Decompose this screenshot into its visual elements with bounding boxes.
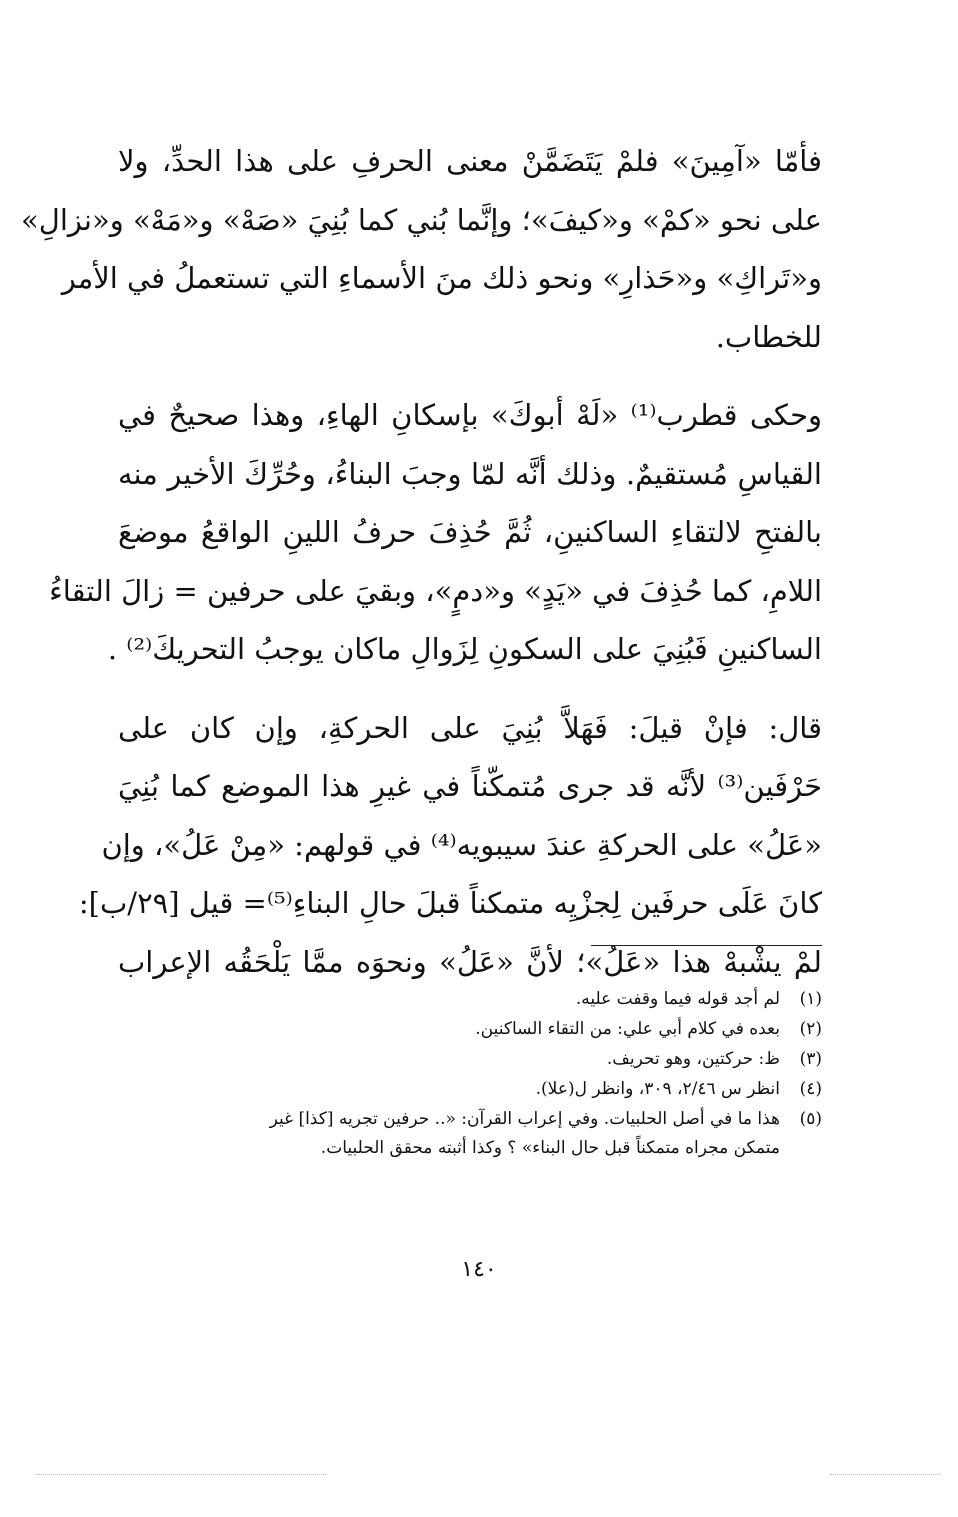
- footnote-line: متمكن مجراه متمكناً قبل حال البناء» ؟ وكذا أثبته محقق الحلبيات.: [320, 1138, 780, 1158]
- footnote-text: [118, 1045, 780, 1074]
- footnote-number: (٤): [799, 1079, 822, 1099]
- paragraph-3: [78, 699, 822, 992]
- footnote-text: [118, 1075, 780, 1104]
- scan-artifact: [36, 1474, 326, 1477]
- text-line: القياسِ مُستقيمٌ. وذلك أنَّه لمّا وجبَ البناءُ، وحُرِّكَ الأخير منه: [118, 456, 822, 491]
- text-line: كانَ عَلَى حرفَين لِجزْيِه متمكناً قبلَ حالِ البناءِ⁽⁵⁾= قيل [٢٩/ب]:: [78, 886, 822, 920]
- scan-artifact: [830, 1474, 940, 1477]
- paragraph-2: [49, 386, 822, 679]
- text-line: «عَلُ» على الحركةِ عندَ سيبويه⁽⁴⁾ في قولهم: «مِنْ عَلُ»، وإن: [101, 827, 822, 862]
- footnote-number: (١): [799, 989, 822, 1009]
- text-line: لمْ يشْبهْ هذا «عَلُ»؛ لأنَّ «عَلُ» ونحوَه ممَّا يَلْحَقُه الإعراب: [118, 944, 822, 979]
- footnote-text: [118, 1015, 780, 1044]
- footnote-line: بعده في كلام أبي علي: من التقاء الساكنين.: [475, 1019, 780, 1039]
- footnote-5: [118, 1105, 822, 1163]
- text-line: للخطاب.: [715, 319, 822, 354]
- text-line: فأمّا «آمِينَ» فلمْ يَتَضَمَّنْ معنى الحرفِ على هذا الحدِّ، ولا: [118, 144, 822, 178]
- main-text: [21, 132, 822, 1011]
- footnote-number: (٥): [799, 1109, 822, 1129]
- text-line: على نحو «كمْ» و«كيفَ»؛ وإنَّما بُني كما بُنِيَ «صَهْ» و«مَهْ» و«نزالِ»: [21, 202, 822, 237]
- text-line: بالفتحِ لالتقاءِ الساكنينِ، ثُمَّ حُذِفَ حرفُ اللينِ الواقعُ موضعَ: [118, 515, 822, 549]
- text-line: الساكنينِ فَبُنِيَ على السكونِ لِزَوالِ ماكان يوجبُ التحريكَ⁽²⁾ .: [107, 632, 822, 666]
- text-line: اللامِ، كما حُذِفَ في «يَدٍ» و«دمٍ»، وبقيَ على حرفين = زالَ التقاءُ: [49, 573, 822, 608]
- footnote-number: (٢): [799, 1019, 822, 1039]
- text-line: وحكى قطرب⁽¹⁾ «لَهْ أبوكَ» بإسكانِ الهاءِ، وهذا صحيحٌ في: [118, 398, 822, 432]
- footnote-text: [118, 1105, 780, 1163]
- page-number: ١٤٠: [461, 1257, 497, 1282]
- text-line: حَرْفَين⁽³⁾ لأنَّه قد جرى مُتمكّناً في غيرِ هذا الموضع كما بُنِيَ: [118, 769, 822, 803]
- footnote-text: [118, 985, 780, 1014]
- paragraph-1: [21, 132, 822, 366]
- text-line: و«تَراكِ» و«حَذارِ» ونحو ذلك منَ الأسماءِ التي تستعملُ في الأمر: [61, 261, 822, 295]
- footnote-divider: [591, 945, 822, 946]
- footnote-1: [118, 985, 822, 1014]
- footnote-3: [118, 1045, 822, 1074]
- footnote-line: انظر س ٢/٤٦، ٣٠٩، وانظر ل(علا).: [535, 1079, 780, 1099]
- text-line: قال: فإنْ قيلَ: فَهَلاَّ بُنِيَ على الحركةِ، وإن كان على: [118, 710, 822, 745]
- footnote-line: هذا ما في أصل الحلبيات. وفي إعراب القرآن: «.. حرفين تجريه [كذا] غير: [269, 1109, 780, 1129]
- footnote-line: ظ: حركتين، وهو تحريف.: [606, 1049, 780, 1069]
- footnote-number: (٣): [799, 1049, 822, 1069]
- footnote-4: [118, 1075, 822, 1104]
- footnote-2: [118, 1015, 822, 1044]
- footnote-line: لم أجد قوله فيما وقفت عليه.: [575, 989, 780, 1009]
- footnotes: [118, 985, 822, 1164]
